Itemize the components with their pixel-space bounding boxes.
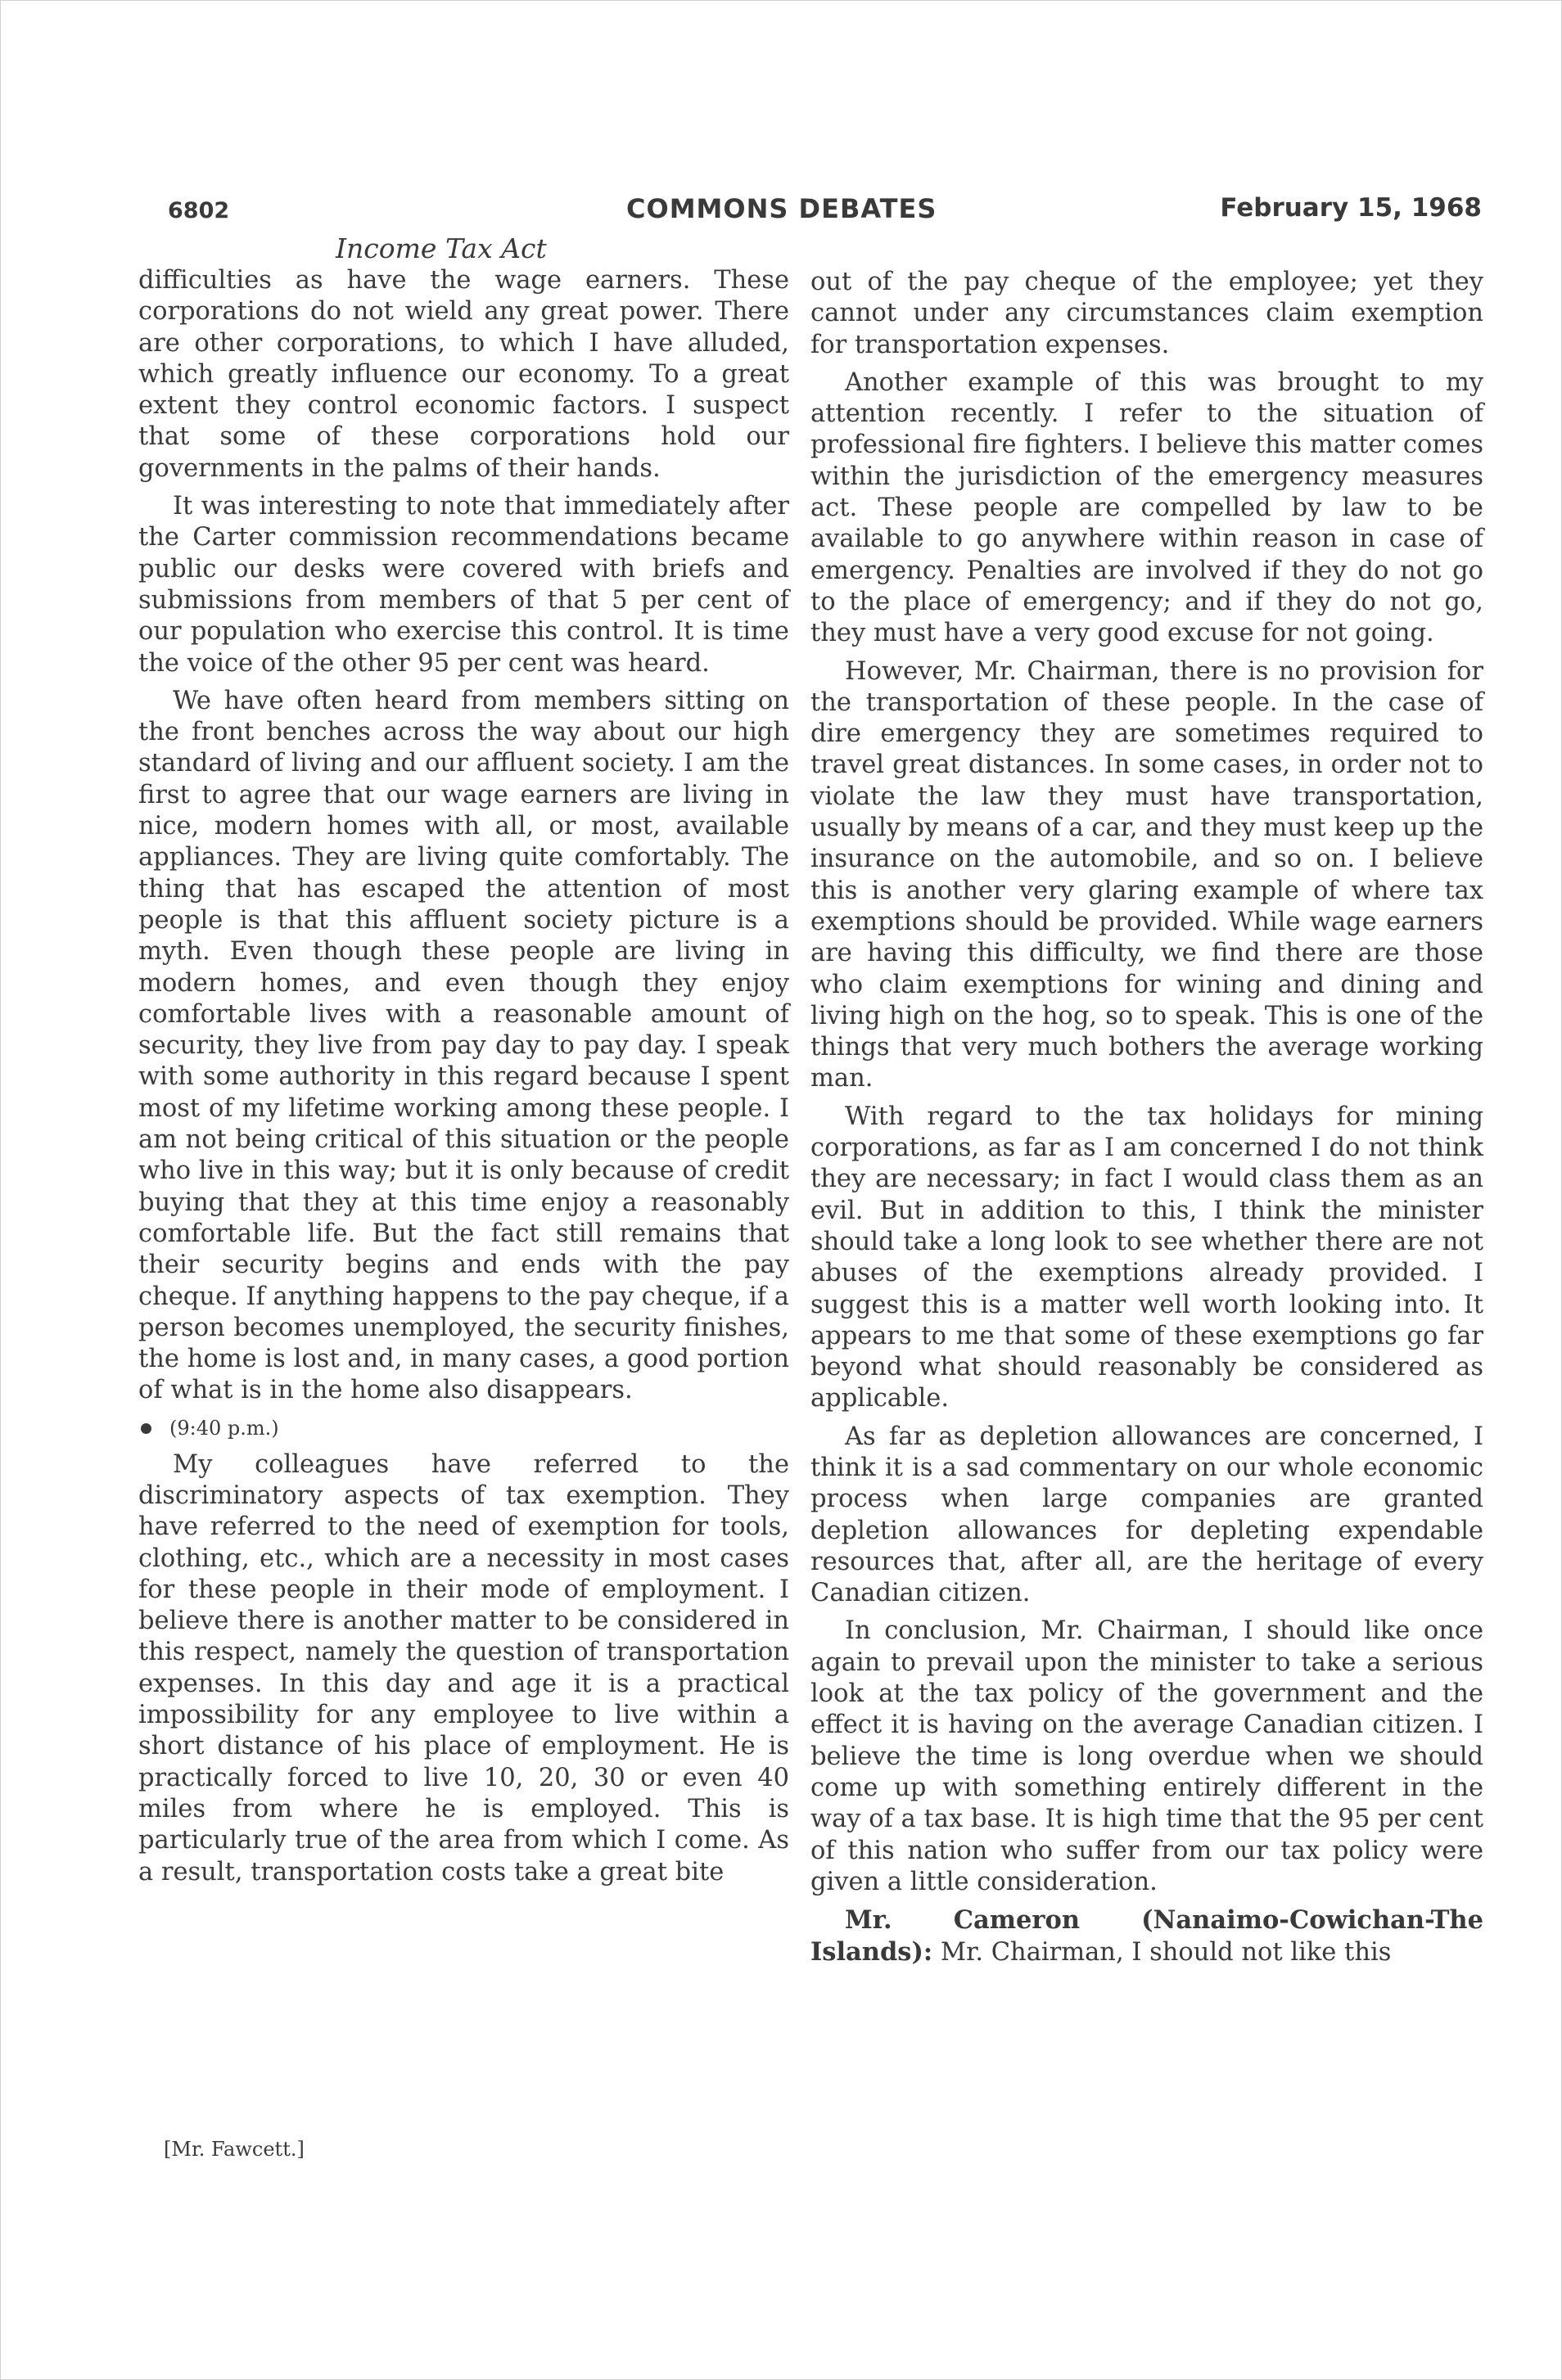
journal-title: COMMONS DEBATES [626,193,937,224]
left-column [138,265,789,1895]
page-header [168,190,1482,231]
speaker-paragraph [810,1904,1483,1969]
paragraph: Another example of this was brought to my attention recently. I refer to the situation of professional fire fighters. I believe this matter comes within the jurisdiction of the emergency measures act. These people are compelled by law to be available to go anywhere within reason in case of emergency. Penalties are involved if they do not go to the place of emergency; and if they do not go, they must have a very good excuse for not going. [810,367,1483,648]
paragraph: difficulties as have the wage earners. These corporations do not wield any great power. There are other corporations, to which I have alluded, which greatly influence our economy. To a great extent they control economic factors. I suspect that some of these corporations hold our governments in the palms of their hands. [138,266,789,483]
section-title: Income Tax Act [336,232,547,264]
paragraph: With regard to the tax holidays for mining corporations, as far as I am concerned I do not think they are necessary; in fact I would class them as an evil. But in addition to this, I think the minister should take a long look to see whether there are not abuses of the exemptions already provided. I suggest this is a matter well worth looking into. It appears to me that some of these exemptions go far beyond what should reasonably be considered as applicable. [810,1102,1483,1413]
paragraph: However, Mr. Chairman, there is no provision for the transportation of these people. In the case of dire emergency they are sometimes required to travel great distances. In some cases, in order not to violate the law they must have transportation, usually by means of a car, and they must keep up the insurance on the automobile, and so on. I believe this is another very glaring example of where tax exemptions should be provided. While wage earners are having this difficulty, we find there are those who claim exemptions for wining and dining and living high on the hog, so to speak. This is one of the things that very much bothers the average working man. [810,656,1483,1093]
header-date: February 15, 1968 [1220,193,1482,223]
paragraph: As far as depletion allowances are concerned, I think it is a sad commentary on our whole economic process when large companies are granted depletion allowances for depleting expendable resources that, after all, are the heritage of every Canadian citizen. [810,1422,1483,1608]
time-stamp [138,1413,789,1443]
paragraph: It was interesting to note that immediately after the Carter commission recommendations became public our desks were covered with briefs and submissions from members of that 5 per cent of our population who exercise this control. It is time the voice of the other 95 per cent was heard. [138,492,789,678]
time-stamp-text: (9:40 p.m.) [169,1416,279,1440]
paragraph: We have often heard from members sitting on the front benches across the way about our high standard of living and our affluent society. I am the first to agree that our wage earners are living in nice, modern homes with all, or most, available appliances. They are living quite comfortably. The thing that has escaped the attention of most people is that this affluent society picture is a myth. Even though these people are living in modern homes, and even though they enjoy comfortable lives with a reasonable amount of security, they live from pay day to pay day. I speak with some authority in this regard because I spent most of my lifetime working among these people. I am not being critical of this situation or the people who live in this way; but it is only because of credit buying that they at this time enjoy a reasonably comfortable life. But the fact still remains that their security begins and ends with the pay cheque. If anything happens to the pay cheque, if a person becomes unemployed, the security finishes, the home is lost and, in many cases, a good portion of what is in the home also disappears. [138,686,789,1405]
speaker-text: Mr. Chairman, I should not like this [940,1938,1392,1968]
paragraph: In conclusion, Mr. Chairman, I should like once again to prevail upon the minister to take a serious look at the tax policy of the government and the effect it is having on the average Canadian citizen. I believe the time is long overdue when we should come up with something entirely different in the way of a tax base. It is high time that the 95 per cent of this nation who suffer from our tax policy were given a little consideration. [810,1616,1483,1896]
paragraph: My colleagues have referred to the discriminatory aspects of tax exemption. They have referred to the need of exemption for tools, clothing, etc., which are a necessity in most cases for these people in their mode of employment. I believe there is another matter to be considered in this respect, namely the question of transportation expenses. In this day and age it is a practical impossibility for any employee to live within a short distance of his place of employment. He is practically forced to live 10, 20, 30 or even 40 miles from where he is employed. This is particularly true of the area from which I come. As a result, transportation costs take a great bite [138,1449,789,1886]
footer-attribution: [Mr. Fawcett.] [164,2138,305,2161]
speaker-name: Mr. Cameron (Nanaimo-Cowichan-The Islands): [810,1905,1483,1968]
page-number: 6802 [168,198,230,223]
paragraph: out of the pay cheque of the employee; yet they cannot under any circumstances claim exemption for transportation expenses. [810,268,1483,359]
right-column [810,267,1483,1976]
bullet-icon [141,1423,151,1434]
